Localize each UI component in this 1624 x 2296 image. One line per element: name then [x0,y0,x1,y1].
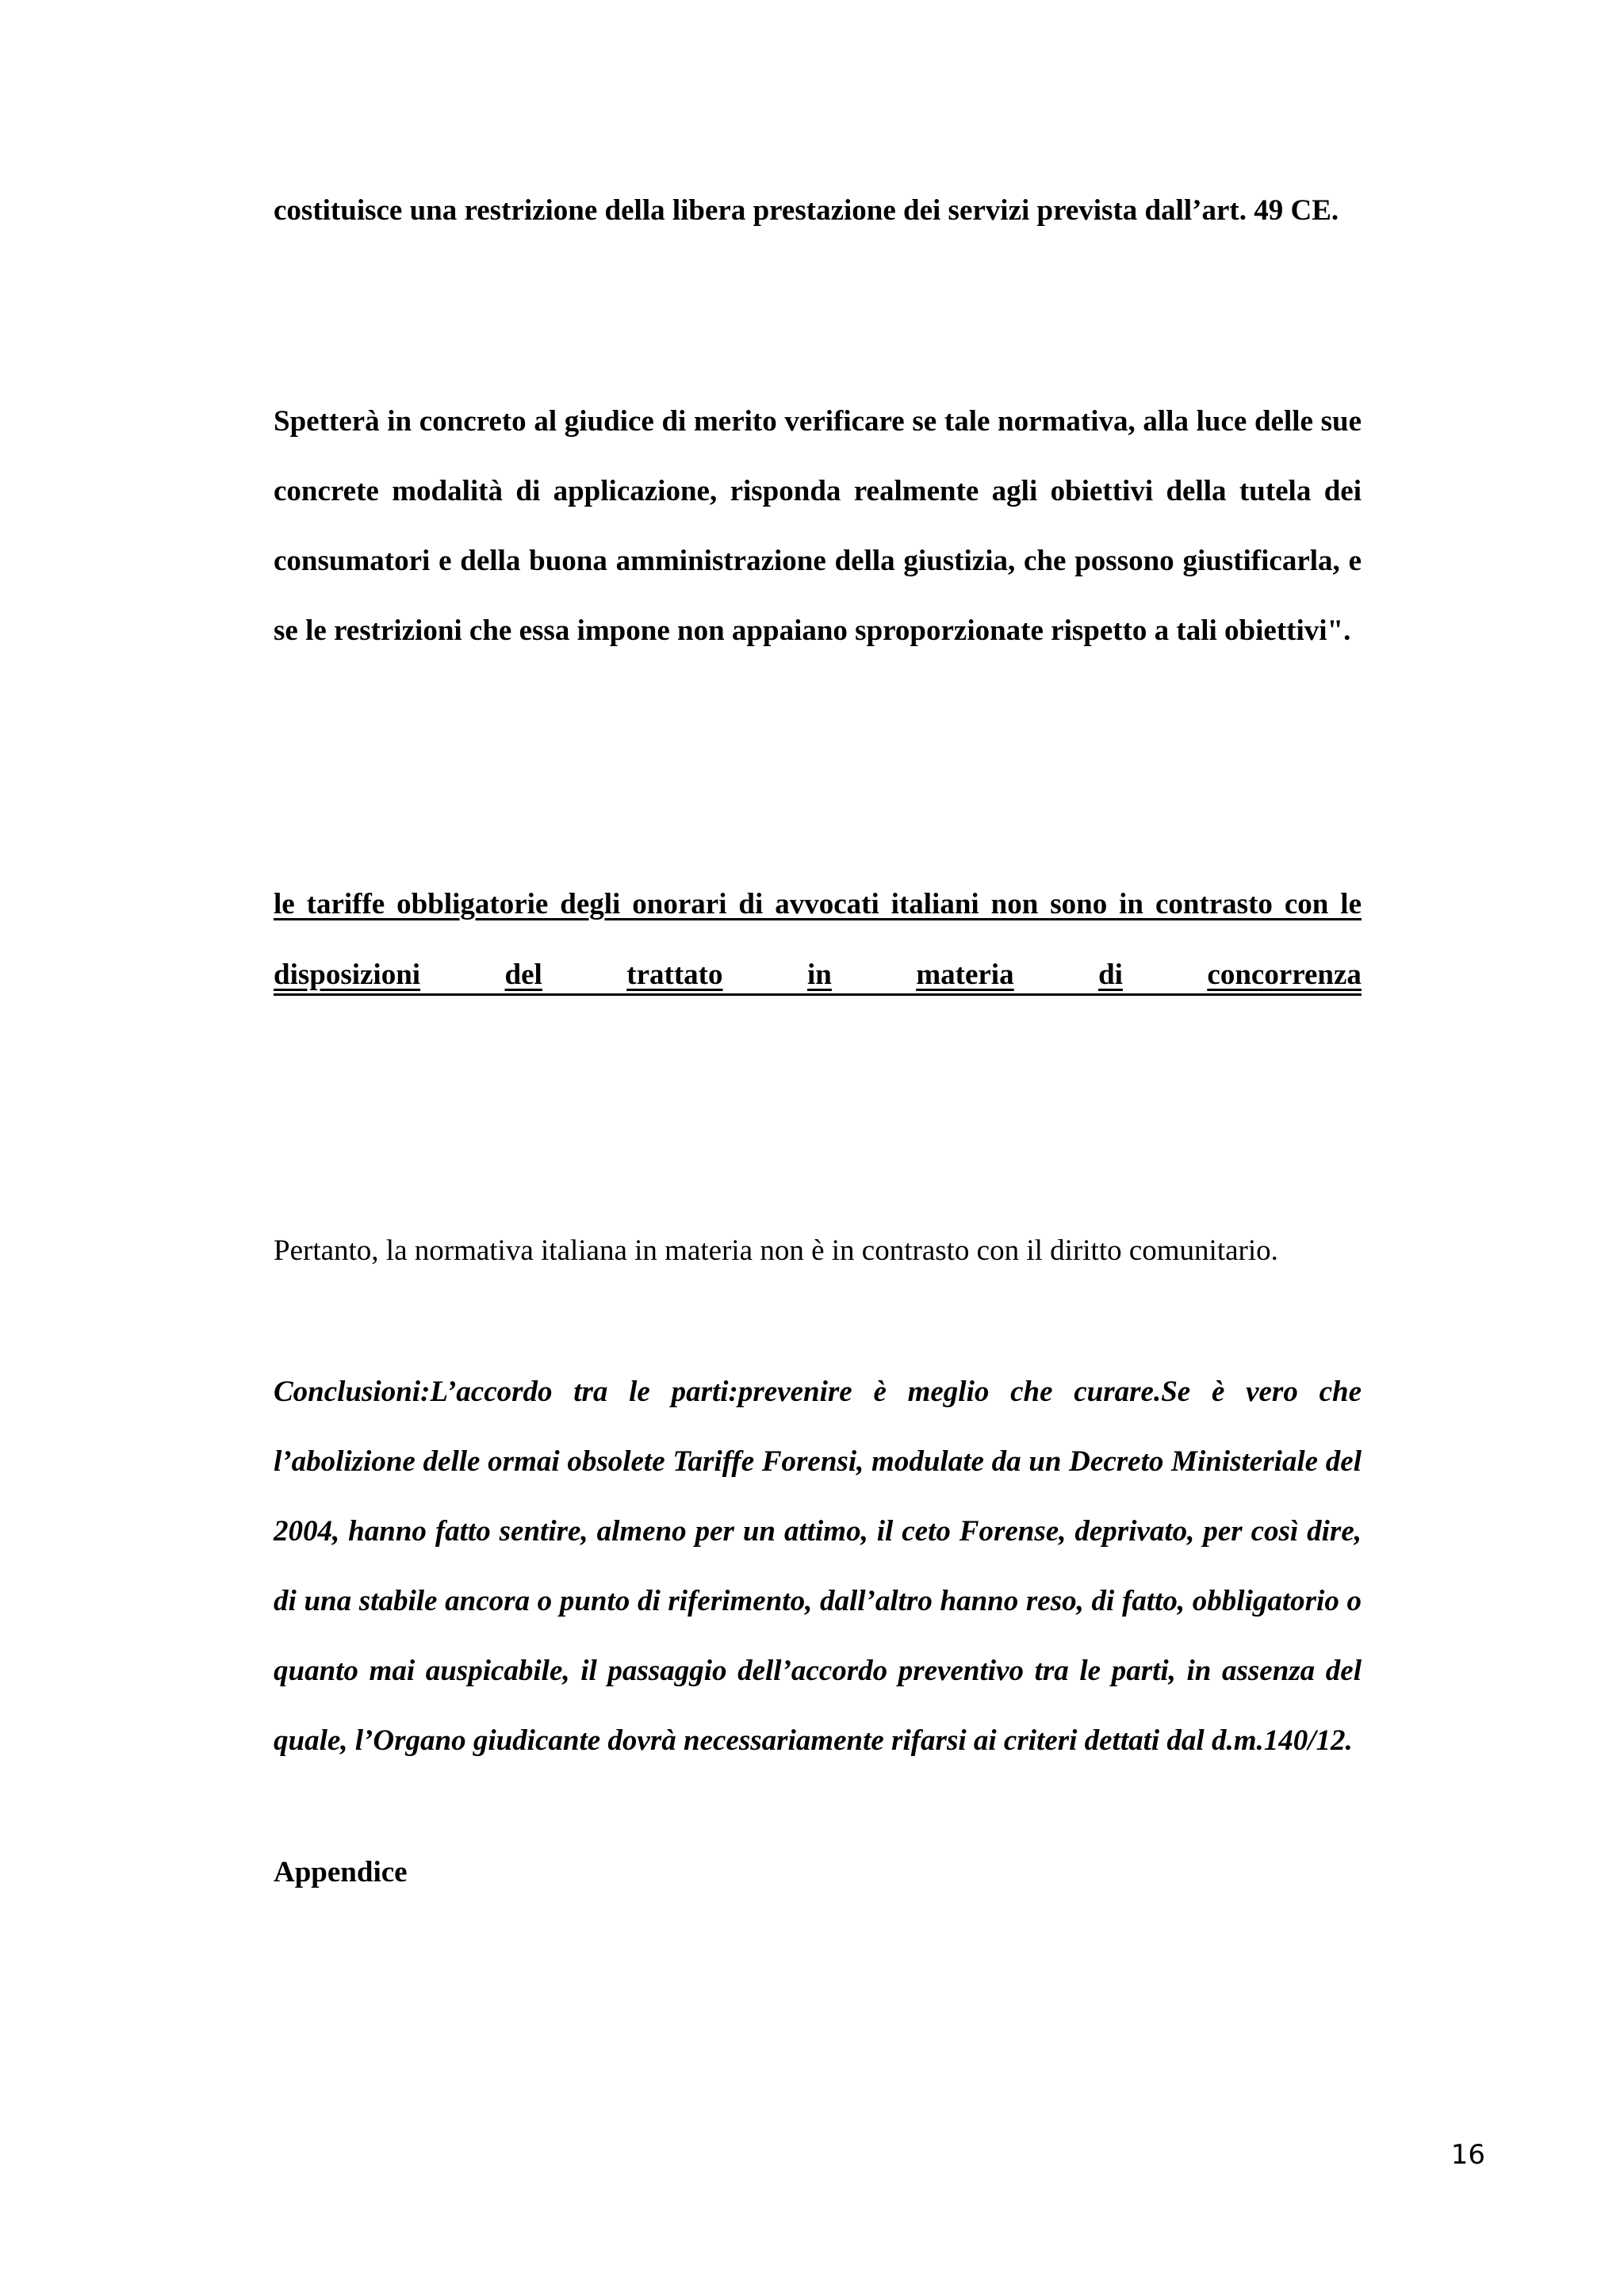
heading-tariffe-line-2 [274,955,1362,995]
paragraph-art-49: costituisce una restrizione della libera prestazione dei servizi prevista dall’art. 49 CE. [274,194,1339,227]
paragraph-pertanto: Pertanto, la normativa italiana in materia non è in contrasto con il diritto comunitario. [274,1234,1278,1267]
heading-word: di [1098,959,1123,991]
heading-word: trattato [626,959,723,991]
heading-word: disposizioni [274,959,421,991]
appendix-heading: Appendice [274,1856,408,1888]
paragraph-giudice-di-merito: Spetterà in concreto al giudice di merito verificare se tale normativa, alla luce delle sue concrete modalità di applicazione, risponda realmente agli obiettivi della tutela dei consumatori e della buona amministrazione della giustizia, che possono giustificarla, e se le restrizioni che essa impone non appaiano sproporzionate rispetto a tali obiettivi". [274,405,1362,647]
page-number: 16 [1450,2139,1485,2171]
heading-tariffe-line-1: le tariffe obbligatorie degli onorari di avvocati italiani non sono in contrasto con le [274,888,1362,920]
heading-underline-rule [274,993,1362,996]
heading-word: concorrenza [1207,959,1362,991]
heading-word: materia [916,959,1014,991]
paragraph-conclusioni: Conclusioni:L’accordo tra le parti:prevenire è meglio che curare.Se è vero che l’abolizione delle ormai obsolete Tariffe Forensi, modulate da un Decreto Ministeriale del 2004, hanno fatto sentire, almeno per un attimo, il ceto Forense, deprivato, per così dire, di una stabile ancora o punto di riferimento, dall’altro hanno reso, di fatto, obbligatorio o quanto mai auspicabile, il passaggio dell’accordo preventivo tra le parti, in assenza del quale, l’Organo giudicante dovrà necessariamente rifarsi ai criteri dettati dal d.m.140/12. [274,1376,1362,1757]
heading-word: in [806,959,832,991]
heading-word: del [504,959,542,991]
